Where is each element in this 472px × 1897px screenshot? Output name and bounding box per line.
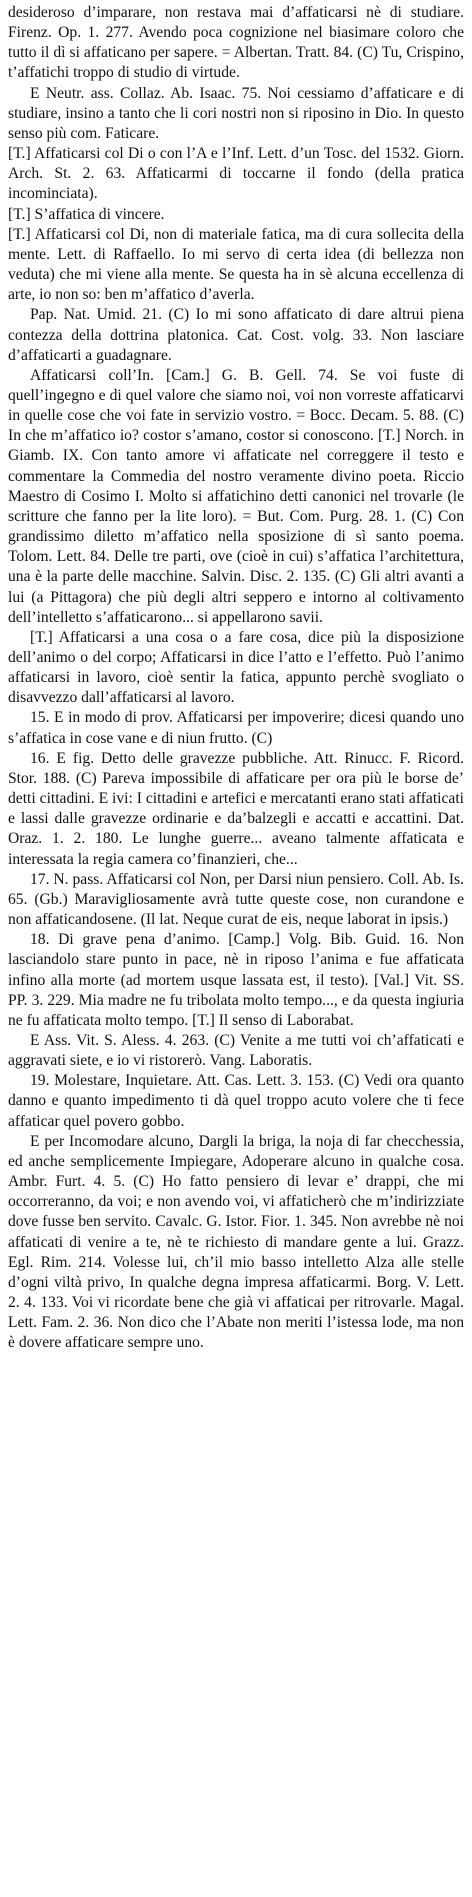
entry-paragraph-cura-mente: [T.] Affaticarsi col Di, non di materiale fatica, ma di cura sollecita della mente. Lett. di Raffaello. Io mi servo di certa idea (di bellezza non veduta) che mi viene alla mente. Se questa ha in sè alcuna eccellenza di arte, io non so: ben m’affatico d’averla. [8, 225, 464, 304]
entry-paragraph-coll-in: Affaticarsi coll’In. [Cam.] G. B. Gell. 74. Se voi fuste di quell’ingegno e di quel valore che siamo noi, voi non vorreste affaticarvi in quelle cose che voi fate in servizio vostro. = Bocc. Decam. 5. 88. (C) In che m’affatico io? costor s’amano, costor si conoscono. [T.] Norch. in Giamb. IX. Con tanto amore vi affaticate nel correggere il testo e commentare la Commedia del nostro veramente divino poeta. Riccio Maestro di Cosimo I. Molto si affatichino detti canonici nel trovarle (le scritture che fanno per la lite loro). = But. Com. Purg. 28. 1. (C) Con grandissimo diletto m’affatico nella sposizione di sì santo poema. Tolom. Lett. 84. Delle tre parti, ove (cioè in cui) s’affatica l’architettura, una è la parte delle macchine. Salvin. Disc. 2. 135. (C) Gli altri avanti a lui (a Pittagora) che più degli altri seppero e intorno al coltivamento dell’intelletto s’affaticarono... si appellarono savii. [8, 366, 464, 626]
entry-paragraph-sense-18: 18. Di grave pena d’animo. [Camp.] Volg. Bib. Guid. 16. Non lasciandolo stare punto in pace, nè in riposo l’anima e fue affaticata infino alla morte (ad mortem usque lassata est, il testo). [Val.] Vit. SS. PP. 3. 229. Mia madre ne fu tribolata molto tempo..., e da questa ingiuria ne fu affaticata molto tempo. [T.] Il senso di Laborabat. [8, 931, 464, 1029]
entry-paragraph-incomodare: E per Incomodare alcuno, Dargli la briga, la noja di far checchessia, ed anche semplicemente Impiegare, Adoperare alcuno in qualche cosa. Ambr. Furt. 4. 5. (C) Ho fatto pensiero di levar e’ drappi, che mi occorreranno, da voi; e non avendo voi, vi affaticherò che m’indirizziate dove fusse ben servito. Cavalc. G. Istor. Fior. 1. 345. Non avrebbe nè noi affaticati di venire a te, nè te richiesto di mandare gente a lui. Grazz. Egl. Rim. 214. Volesse lui, ch’il mio basso intelletto Alza alle stelle d’ogni viltà privo, In qualche degna impresa affaticarmi. Borg. V. Lett. 2. 4. 133. Voi vi ricordate bene che già vi affaticai per ritrovarle. Magal. Lett. Fam. 2. 36. Non dico che l’Abate non meriti l’istessa lode, ma non è dovere affaticare sempre uno. [8, 1132, 464, 1352]
entry-paragraph-sense-15: 15. E in modo di prov. Affaticarsi per impoverire; dicesi quando uno s’affatica in cose vane e di niun frutto. (C) [8, 709, 464, 747]
entry-paragraph-pap-nat: Pap. Nat. Umid. 21. (C) Io mi sono affaticato di dare altrui piena contezza della dottrina platonica. Cat. Cost. volg. 33. Non lasciare d’affaticarti a guadagnare. [8, 306, 464, 364]
entry-paragraph-disposizione: [T.] Affaticarsi a una cosa o a fare cosa, dice più la disposizione dell’animo o del corpo; Affaticarsi in dice l’atto e l’effetto. Può l’animo affaticarsi in lavoro, cioè sentir la fatica, appunto perchè svogliato o disavvezzo dall’affaticarsi al lavoro. [8, 628, 464, 707]
entry-paragraph-sense-19: 19. Molestare, Inquietare. Att. Cas. Lett. 3. 153. (C) Vedi ora quanto danno e quanto impedimento ti dà quel troppo acuto volere che ti fece affaticar quel povero gobbo. [8, 1072, 464, 1130]
entry-paragraph-sense-16: 16. E fig. Detto delle gravezze pubbliche. Att. Rinucc. F. Ricord. Stor. 188. (C) Pareva impossibile di affaticare per ora più le borse de’ detti cittadini. E ivi: I cittadini e artefici e mercatanti erano stati affaticati e lassi dalle gravezze ordinarie e da’balzegli e accatti e accattini. Dat. Oraz. 1. 2. 180. Le lunghe guerre... aveano talmente affaticata e interessata la regia camera co’finanzieri, che... [8, 749, 464, 868]
entry-paragraph-vincere: [T.] S’affatica di vincere. [8, 205, 165, 223]
entry-paragraph-ass: E Ass. Vit. S. Aless. 4. 263. (C) Venite a me tutti voi ch’affaticati e aggravati siete, e io vi ristorerò. Vang. Laboratis. [8, 1031, 464, 1070]
entry-paragraph-neutr-ass: E Neutr. ass. Collaz. Ab. Isaac. 75. Noi cessiamo d’affaticare e di studiare, insino a tanto che li cori nostri non si riposino in Dio. In questo senso più com. Faticare. [8, 84, 464, 142]
entry-paragraph-sense-17: 17. N. pass. Affaticarsi col Non, per Darsi niun pensiero. Coll. Ab. Is. 65. (Gb.) Maravigliosamente avrà tutte queste cose, non curandone e non affaticandosene. (Il lat. Neque curat de eis, neque laborat in ipsis.) [8, 870, 464, 929]
entry-paragraph-col-di-inf: [T.] Affaticarsi col Di o con l’A e l’Inf. Lett. d’un Tosc. del 1532. Giorn. Arch. St. 2. 63. Affaticarmi di toccarne il fondo (della pratica incominciata). [8, 145, 464, 203]
entry-paragraph-continuation: desideroso d’imparare, non restava mai d’affaticarsi nè di studiare. Firenz. Op. 1. 277. Avendo poca cognizione nel biasimare coloro che tutto il dì si affaticano per sapere. = Albertan. Tratt. 84. (C) Tu, Crispino, t’affatichi troppo di studio di virtude. [8, 4, 464, 82]
